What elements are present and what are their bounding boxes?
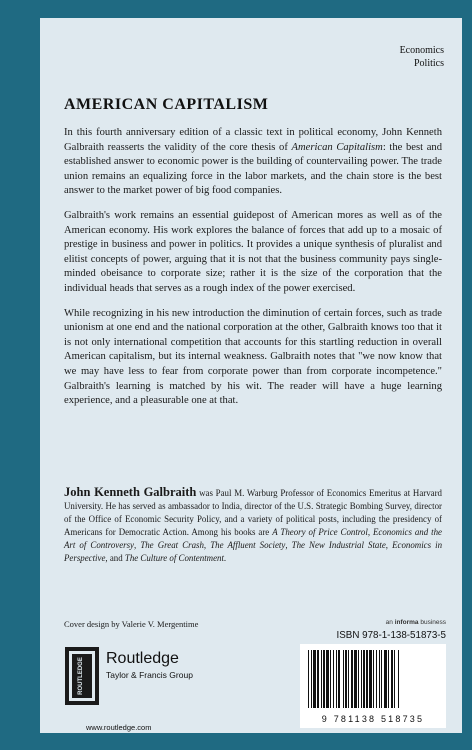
- book-title-italic: American Capitalism: [291, 141, 383, 153]
- subject-categories: [400, 44, 444, 70]
- subject-politics: Politics: [413, 58, 444, 69]
- blurb-text: : the best and established answer to economic power is the building of countervailing power. The trade union remains an equalizing force in the labor markets, and the chain store is the best answer to the market power of big food companies.: [64, 141, 442, 197]
- publisher-name: Routledge: [106, 650, 179, 667]
- blurb-text: In this fourth anniversary edition of a classic text in political economy, John Kenneth Galbraith reasserts the validity of the core thesis of: [64, 127, 442, 153]
- book-list-item: The New Industrial State: [291, 540, 386, 550]
- informa-tagline: [386, 619, 446, 626]
- barcode: [300, 644, 446, 728]
- informa-prefix: an: [385, 619, 395, 626]
- cover-design-credit: Cover design by Valerie V. Mergentime: [64, 619, 199, 629]
- book-title: AMERICAN CAPITALISM: [64, 96, 269, 113]
- publisher-group: Taylor & Francis Group: [106, 670, 193, 680]
- book-list-item: Economics in Perspective: [64, 540, 443, 563]
- book-list-item: The Great Crash: [140, 540, 204, 550]
- bio-text: was Paul M. Warburg Professor of Economics Emeritus at Harvard University. He has served as ambassador to India, director of the U.S. Strategic Bombing Survey, director of the Office of Economic Security Policy, and a variety of political posts, including the presidency of Americans for Democratic Action. Among his books are: [64, 488, 442, 537]
- barcode-digits: 9 781138 518735: [321, 714, 425, 724]
- routledge-logo-icon: [64, 646, 100, 706]
- text-panel: [40, 18, 462, 733]
- book-list-item: Economics and the Art of Controversy: [64, 527, 442, 550]
- blurb-paragraph-1: [64, 126, 442, 199]
- subject-economics: Economics: [399, 45, 444, 56]
- blurb-paragraph-3: While recognizing in his new introduction the diminution of certain forces, such as trade unionism at one end and the national corporation at the other, Galbraith knows too that it is not only international competition that accounts for this startling reduction in overall American capitalism, but its internal weakness. Galbraith notes that "we now know that we may have less to fear from corporate power than from corporate incompetence." Galbraith's learning is matched by his wit. The reader will have a huge learning experience, and a pleasurable one at that.: [64, 307, 442, 407]
- publisher-url: www.routledge.com: [86, 723, 152, 732]
- informa-brand: informa: [394, 619, 419, 626]
- barcode-bars: [300, 644, 446, 712]
- logo-text: ROUTLEDGE: [78, 657, 84, 695]
- author-bio: John Kenneth Galbraith was Paul M. Warburg Professor of Economics Emeritus at Harvard University. He has served as ambassador to India, director of the U.S. Strategic Bombing Survey, director of the Office of Economic Security Policy, and a variety of political posts, including the presidency of Americans for Democratic Action. Among his books are A Theory of Price Control, Economics and the Art of Controversy, The Great Crash, The Affluent Society, The New Industrial State, Economics in Perspective, and The Culture of Contentment.: [64, 485, 443, 563]
- book-list-item: The Culture of Contentment: [124, 553, 224, 563]
- isbn: ISBN 978-1-138-51873-5: [336, 630, 446, 641]
- book-list-item: A Theory of Price Control: [272, 527, 368, 537]
- blurb-paragraph-2: Galbraith's work remains an essential guidepost of American mores as well as of the American economy. His work explores the balance of forces that add up to a mosaic of prestige in business and power in politics. It provides a unique synthesis of pluralist and elitist concepts of power, arguing that it is not that the business community pays single-minded obeisance to corporate size; rather it is the size of the corporation that the individual heads that serves as a rough index of the power exercised.: [64, 209, 442, 294]
- informa-suffix: business: [418, 619, 446, 626]
- author-name: John Kenneth Galbraith: [64, 485, 197, 499]
- blurb: [64, 126, 442, 419]
- book-list-item: The Affluent Society: [210, 540, 286, 550]
